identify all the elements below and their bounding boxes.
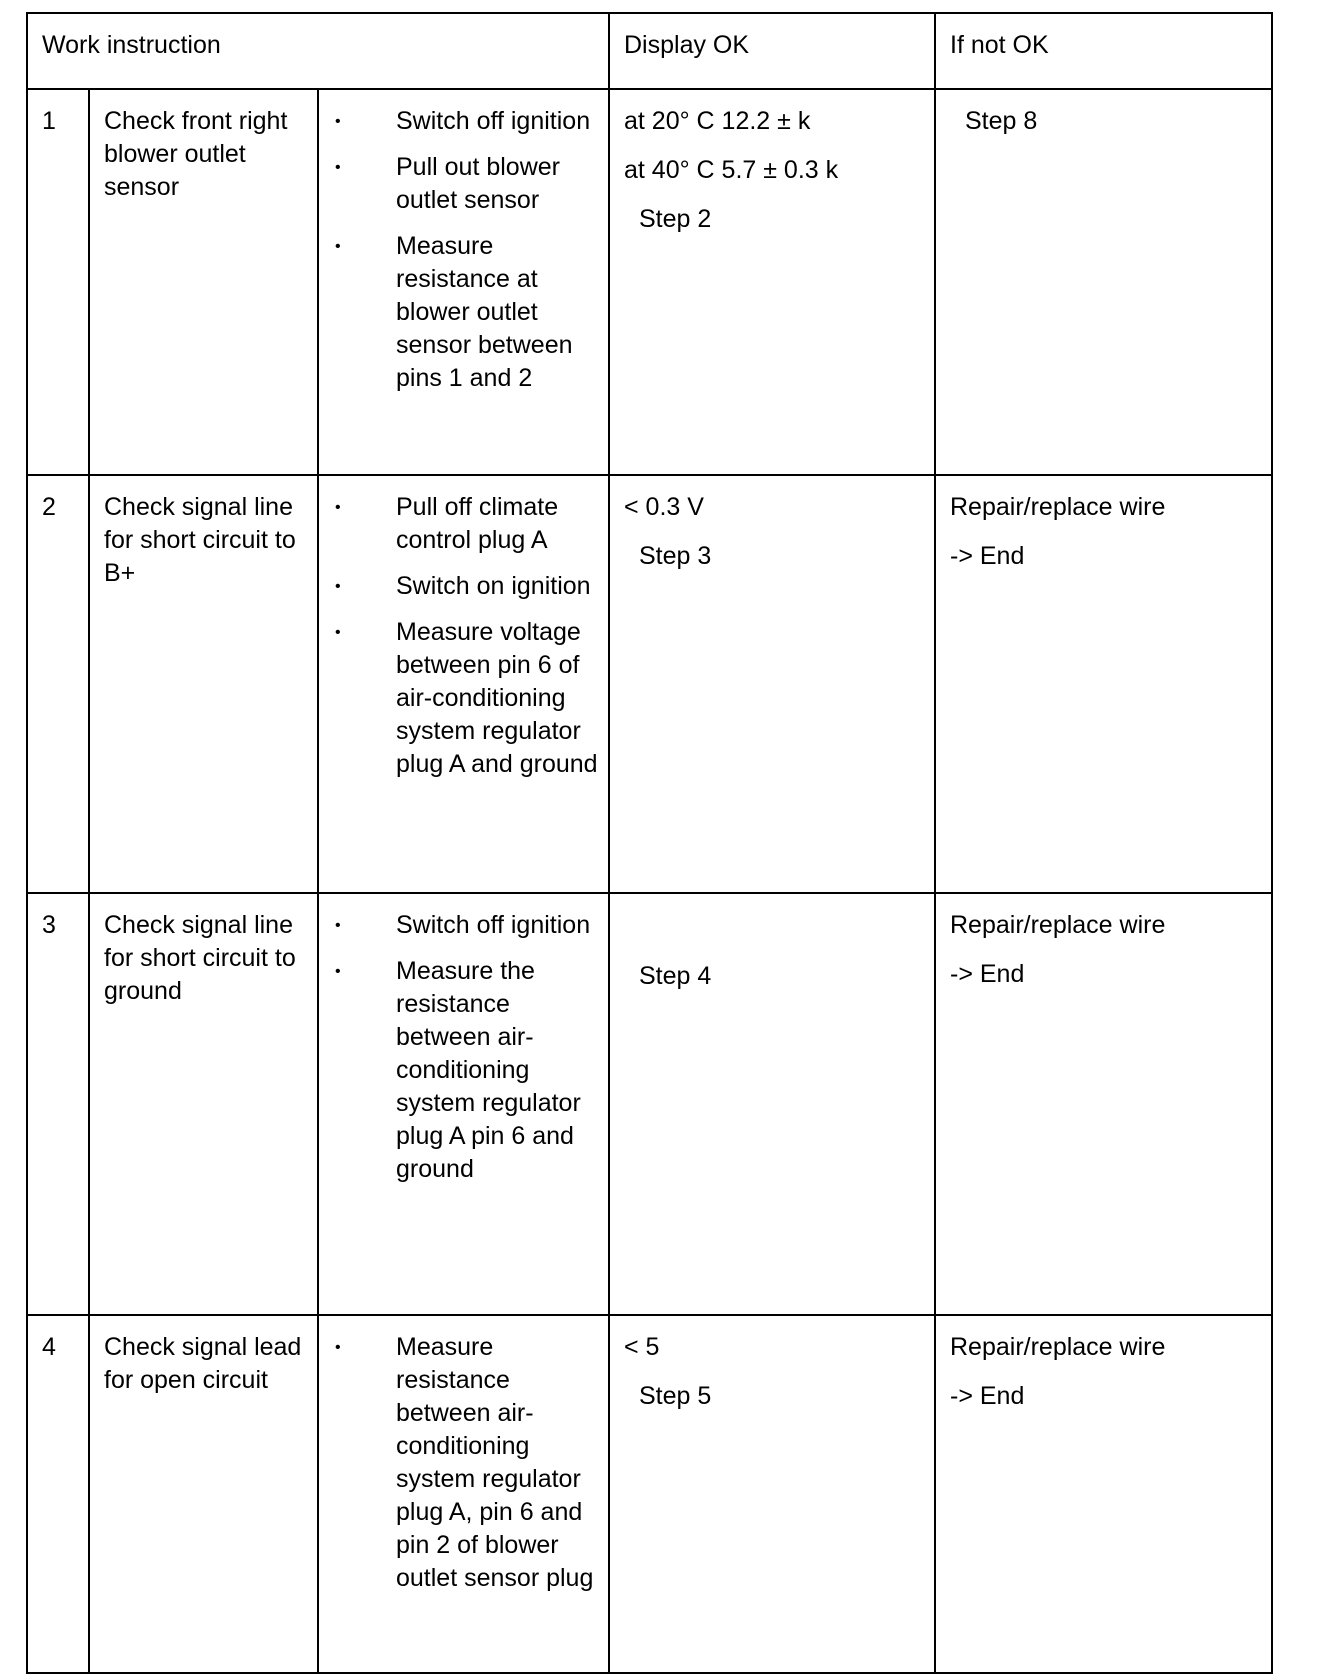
table-row (27, 893, 1272, 1315)
list-item: • Pull out blower outlet sensor (335, 153, 560, 214)
not-ok-action: Repair/replace wire (950, 911, 1166, 939)
next-step: Step 4 (639, 962, 712, 990)
check-description: Check front right blower outlet sensor (89, 89, 318, 475)
bullet-icon: • (335, 499, 341, 516)
bullet-icon: • (335, 1339, 341, 1356)
bullet-icon: • (335, 624, 341, 641)
check-description: Check signal line for short circuit to B+ (89, 475, 318, 893)
bullet-icon: • (335, 917, 341, 934)
not-ok-action: Repair/replace wire (950, 493, 1166, 521)
list-item: • Switch on ignition (319, 570, 604, 603)
if-not-ok-cell (935, 475, 1272, 893)
list-item: • Switch off ignition (319, 105, 604, 138)
check-description: Check signal lead for open circuit (89, 1315, 318, 1673)
bullet-icon: • (335, 159, 341, 176)
work-instruction-table (26, 12, 1273, 1674)
display-value: at 20° C 12.2 ± k (624, 107, 811, 135)
bullet-icon: • (335, 578, 341, 595)
not-ok-action: Step 8 (965, 107, 1038, 135)
if-not-ok-cell (935, 1315, 1272, 1673)
display-ok-cell (609, 1315, 935, 1673)
display-ok-cell (609, 89, 935, 475)
header-row (27, 13, 1272, 89)
list-item: • Switch off ignition (319, 909, 604, 942)
table-row (27, 1315, 1272, 1673)
table-row (27, 475, 1272, 893)
header-if-not-ok: If not OK (935, 13, 1272, 89)
step-list (318, 893, 609, 1315)
list-item: • Measure resistance between air-conditioning system regulator plug A, pin 6 and pin 2 of blower outlet sensor plug (335, 1333, 594, 1592)
bullet-icon: • (335, 113, 341, 130)
not-ok-action: -> End (950, 960, 1025, 988)
table-row (27, 89, 1272, 475)
list-item: • Measure resistance at blower outlet sensor between pins 1 and 2 (335, 232, 573, 392)
not-ok-action: Repair/replace wire (950, 1333, 1166, 1361)
step-number: 3 (27, 893, 89, 1315)
display-ok-cell (609, 475, 935, 893)
check-description: Check signal line for short circuit to ground (89, 893, 318, 1315)
list-item: • Measure the resistance between air-conditioning system regulator plug A pin 6 and ground (335, 957, 581, 1183)
bullet-icon: • (335, 238, 341, 255)
display-ok-cell (609, 893, 935, 1315)
next-step: Step 3 (639, 542, 712, 570)
step-list (318, 475, 609, 893)
if-not-ok-cell (935, 893, 1272, 1315)
step-number: 1 (27, 89, 89, 475)
display-value: at 40° C 5.7 ± 0.3 k (624, 156, 839, 184)
bullet-icon: • (335, 963, 341, 980)
step-list (318, 89, 609, 475)
display-value: < 5 (624, 1333, 660, 1361)
list-item: • Pull off climate control plug A (335, 493, 559, 554)
step-number: 2 (27, 475, 89, 893)
next-step: Step 5 (639, 1382, 712, 1410)
list-item: • Measure voltage between pin 6 of air-conditioning system regulator plug A and ground (335, 618, 598, 778)
if-not-ok-cell (935, 89, 1272, 475)
next-step: Step 2 (639, 205, 712, 233)
step-list (318, 1315, 609, 1673)
header-work-instruction: Work instruction (27, 13, 609, 89)
header-display-ok: Display OK (609, 13, 935, 89)
display-value: < 0.3 V (624, 493, 704, 521)
not-ok-action: -> End (950, 1382, 1025, 1410)
step-number: 4 (27, 1315, 89, 1673)
not-ok-action: -> End (950, 542, 1025, 570)
